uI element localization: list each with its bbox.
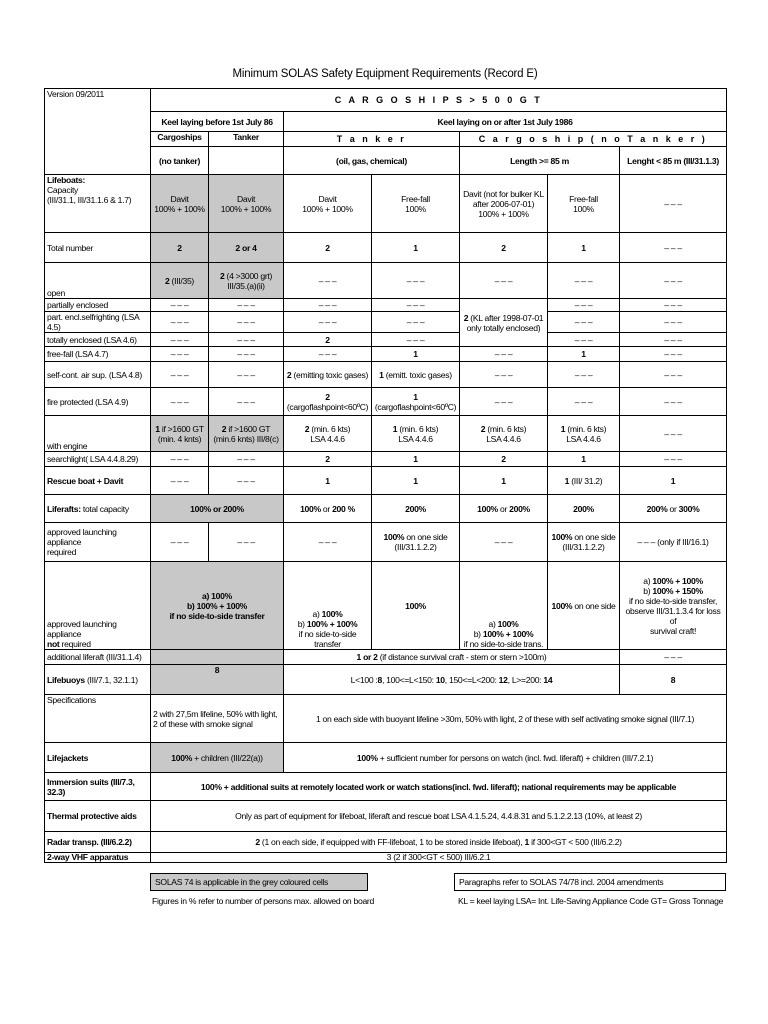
cell: 100% + children (III/22(a)) <box>151 743 284 773</box>
cell: – – – <box>620 333 727 347</box>
immersion-label: Immersion suits (III/7.3, 32.3) <box>45 773 151 801</box>
cell: – – – <box>151 388 209 416</box>
cell: – – – <box>284 347 372 362</box>
table-row <box>45 695 727 743</box>
keel-before-header: Keel laying before 1st July 86 <box>151 112 284 132</box>
cell: 3 (2 if 300<GT < 500) III/6.2.1 <box>151 853 727 863</box>
cell: 1 <box>372 233 460 263</box>
tanker-spaced-header: T a n k e r <box>284 132 460 147</box>
cell: 2 (emitting toxic gases) <box>284 362 372 388</box>
cell: Davit 100% + 100% <box>209 175 284 233</box>
cell: a) 100% b) 100% + 100% if no side-to-side transfer <box>151 562 284 650</box>
cell: 2 <box>284 452 372 467</box>
cell: 8 <box>620 665 727 695</box>
cell: 1 if >1600 GT (min. 4 knts) <box>151 416 209 452</box>
cell: 100% or 200 % <box>284 495 372 523</box>
cell: 1 <box>548 347 620 362</box>
cell: – – – <box>372 263 460 299</box>
cell: a) 100% b) 100% + 100% if no side-to-side transfer <box>284 562 372 650</box>
cell: – – – <box>620 175 727 233</box>
total-number-label: Total number <box>45 233 151 263</box>
cell: – – – <box>372 333 460 347</box>
paragraphs-note: Paragraphs refer to SOLAS 74/78 incl. 2004 amendments <box>454 873 726 891</box>
cell: – – – <box>460 347 548 362</box>
cell: 1 <box>284 467 372 495</box>
cell: 2 (min. 6 kts) LSA 4.4.6 <box>460 416 548 452</box>
cell: 8 <box>151 665 284 695</box>
cell: 1 (min. 6 kts) LSA 4.4.6 <box>548 416 620 452</box>
footnotes <box>44 863 726 913</box>
cell: – – – <box>209 347 284 362</box>
open-label: open <box>45 263 151 299</box>
cell: – – – <box>151 452 209 467</box>
table-row <box>45 263 727 299</box>
table-row <box>45 562 727 650</box>
no-tanker-header: (no tanker) <box>151 147 209 175</box>
table-row <box>45 312 727 333</box>
table-row <box>45 233 727 263</box>
searchlight-label: searchlight( LSA 4.4.8.29) <box>45 452 151 467</box>
table-row <box>45 832 727 853</box>
cell: 2 <box>460 452 548 467</box>
cell: – – – <box>548 333 620 347</box>
cell: – – – <box>284 312 372 333</box>
cell: – – – <box>548 299 620 312</box>
appliance-not-required-label: approved launching appliance not required <box>45 562 151 650</box>
cell: 1 <box>372 347 460 362</box>
cell: Davit (not for bulker KL after 2006-07-01) 100% + 100% <box>460 175 548 233</box>
document-title: Minimum SOLAS Safety Equipment Requirements (Record E) <box>232 68 538 80</box>
version-label: Version 09/2011 <box>45 89 151 175</box>
cell: – – – <box>151 362 209 388</box>
cell: – – – <box>151 333 209 347</box>
cell: Only as part of equipment for lifeboat, liferaft and rescue boat LSA 4.1.5.24, 4.4.8.31 and 5.1.2.2.13 (10%, at least 2) <box>151 801 727 832</box>
cell: Davit 100% + 100% <box>284 175 372 233</box>
specifications-label: Specifications <box>45 695 151 743</box>
cell: – – – <box>209 388 284 416</box>
cell: 2 (cargoflashpoint<60ºC) <box>284 388 372 416</box>
cell: – – – <box>372 299 460 312</box>
cell: – – – <box>620 347 727 362</box>
table-row <box>45 773 727 801</box>
part-encl-label: part. encl.selfrighting (LSA 4.5) <box>45 312 151 333</box>
cargo-ships-heading: C A R G O S H I P S > 5 0 0 G T <box>151 89 727 112</box>
cargoships-header: Cargoships <box>151 132 209 147</box>
table-row <box>45 347 727 362</box>
table-row <box>45 388 727 416</box>
cell: 100% <box>372 562 460 650</box>
cell: 2 <box>284 233 372 263</box>
cell: – – – (only if III/16.1) <box>620 523 727 562</box>
cell: – – – <box>548 388 620 416</box>
cell: a) 100% + 100% b) 100% + 150% if no side-to-side transfer, observe III/31.1.3.4 for loss of survival craft! <box>620 562 727 650</box>
cell: 1 <box>548 452 620 467</box>
cell: 2 (4 >3000 grt) III/35.(a)(ii) <box>209 263 284 299</box>
cell: 2 <box>151 233 209 263</box>
oil-gas-header: (oil, gas, chemical) <box>284 147 460 175</box>
cell: – – – <box>209 362 284 388</box>
cell: 2 if >1600 GT (min.6 knts) III/8(c) <box>209 416 284 452</box>
cell: 100% on one side <box>548 562 620 650</box>
cell: 1 (emitt. toxic gases) <box>372 362 460 388</box>
cell: – – – <box>151 523 209 562</box>
cell: – – – <box>209 523 284 562</box>
keel-after-header: Keel laying on or after 1st July 1986 <box>284 112 727 132</box>
vhf-label: 2-way VHF apparatus <box>45 853 151 863</box>
cell: – – – <box>620 650 727 665</box>
cell: – – – <box>151 467 209 495</box>
cell: 1 <box>548 233 620 263</box>
lifejackets-label: Lifejackets <box>45 743 151 773</box>
cell: 1 on each side with buoyant lifeline >30m, 50% with light, 2 of these with self activating smoke signal (III/7.1) <box>284 695 727 743</box>
cell: 1 or 2 (if distance survival craft - stem or stern >100m) <box>284 650 620 665</box>
table-row <box>45 362 727 388</box>
cell: 1 <box>460 467 548 495</box>
table-row <box>45 175 727 233</box>
length-lt-header: Lenght < 85 m (III/31.1.3) <box>620 147 727 175</box>
cell: – – – <box>548 263 620 299</box>
table-row <box>45 523 727 562</box>
cell: 1 (III/ 31.2) <box>548 467 620 495</box>
tanker-header: Tanker <box>209 132 284 147</box>
with-engine-label: with engine <box>45 416 151 452</box>
cell: Free-fall 100% <box>548 175 620 233</box>
document <box>44 67 726 913</box>
abbreviations-note: KL = keel laying LSA= Int. Life-Saving Appliance Code GT= Gross Tonnage <box>458 896 724 906</box>
cell: – – – <box>620 416 727 452</box>
cell: 100% on one side (III/31.1.2.2) <box>548 523 620 562</box>
additional-liferaft-label: additional liferaft (III/31.1.4) <box>45 650 151 665</box>
cell: 1 (cargoflashpoint<60ºC) <box>372 388 460 416</box>
cell: – – – <box>151 347 209 362</box>
table-row <box>45 743 727 773</box>
free-fall-label: free-fall (LSA 4.7) <box>45 347 151 362</box>
cell: – – – <box>620 263 727 299</box>
fire-protected-label: fire protected (LSA 4.9) <box>45 388 151 416</box>
cell: 1 (min. 6 kts) LSA 4.4.6 <box>372 416 460 452</box>
requirements-table <box>44 88 727 863</box>
table-row <box>45 89 727 112</box>
cell: 200% <box>548 495 620 523</box>
table-row <box>45 495 727 523</box>
cell: – – – <box>284 299 372 312</box>
cell: 2 or 4 <box>209 233 284 263</box>
table-row <box>45 333 727 347</box>
lifeboats-label: Lifeboats: Capacity (III/31.1, III/31.1.6 & 1.7) <box>45 175 151 233</box>
cell: – – – <box>284 523 372 562</box>
liferafts-label: Liferafts: total capacity <box>45 495 151 523</box>
cell: – – – <box>620 362 727 388</box>
cell: 100% on one side (III/31.1.2.2) <box>372 523 460 562</box>
cell: L<100 :8, 100<=L<150: 10, 150<=L<200: 12, L>=200: 14 <box>284 665 620 695</box>
cell: 2 (1 on each side, if equipped with FF-lifeboat, 1 to be stored inside lifeboat), 1 if 300<GT < 500 (III/6.2.2) <box>151 832 727 853</box>
thermal-label: Thermal protective aids <box>45 801 151 832</box>
table-row <box>45 665 727 695</box>
cell: – – – <box>372 312 460 333</box>
cell: 2 <box>460 233 548 263</box>
cell: – – – <box>548 312 620 333</box>
cell <box>151 650 284 665</box>
cell: – – – <box>209 467 284 495</box>
cell: – – – <box>548 362 620 388</box>
percent-note: Figures in % refer to number of persons max. allowed on board <box>152 896 374 906</box>
cell: – – – <box>620 233 727 263</box>
cell: – – – <box>620 312 727 333</box>
totally-enclosed-label: totally enclosed (LSA 4.6) <box>45 333 151 347</box>
cell: 200% or 300% <box>620 495 727 523</box>
cell: 100% + sufficient number for persons on watch (incl. fwd. liferaft) + children (III/7.2.1) <box>284 743 727 773</box>
cell: – – – <box>460 523 548 562</box>
cell: – – – <box>209 333 284 347</box>
cell: 100% or 200% <box>151 495 284 523</box>
cell: – – – <box>151 299 209 312</box>
length-ge-header: Length >= 85 m <box>460 147 620 175</box>
cell: 200% <box>372 495 460 523</box>
lifebuoys-label: Lifebuoys (III/7.1, 32.1.1) <box>45 665 151 695</box>
cargoship-spaced-header: C a r g o s h i p ( n o T a n k e r ) <box>460 132 727 147</box>
tanker-blank <box>209 147 284 175</box>
cell: – – – <box>209 312 284 333</box>
cell: a) 100% b) 100% + 100% if no side-to-side trans. <box>460 562 548 650</box>
cell: – – – <box>620 452 727 467</box>
table-row <box>45 416 727 452</box>
cell: Free-fall 100% <box>372 175 460 233</box>
cell: – – – <box>460 263 548 299</box>
cell: – – – <box>460 388 548 416</box>
cell: 2 <box>284 333 372 347</box>
cell: – – – <box>284 263 372 299</box>
cell: – – – <box>620 299 727 312</box>
table-row <box>45 801 727 832</box>
cell: 2 (III/35) <box>151 263 209 299</box>
grey-cells-note: SOLAS 74 is applicable in the grey coloured cells <box>150 873 368 891</box>
rescue-boat-label: Rescue boat + Davit <box>45 467 151 495</box>
cell: Davit 100% + 100% <box>151 175 209 233</box>
table-row <box>45 650 727 665</box>
cell: 100% or 200% <box>460 495 548 523</box>
cell: – – – <box>620 388 727 416</box>
table-row <box>45 467 727 495</box>
table-row <box>45 299 727 312</box>
cell: 1 <box>372 452 460 467</box>
table-row <box>45 853 727 863</box>
cell: 100% + additional suits at remotely located work or watch stations(incl. fwd. liferaft); national requirements may be applicable <box>151 773 727 801</box>
appliance-required-label: approved launching appliance required <box>45 523 151 562</box>
partially-enclosed-label: partially enclosed <box>45 299 151 312</box>
cell: – – – <box>151 312 209 333</box>
self-cont-label: self-cont. air sup. (LSA 4.8) <box>45 362 151 388</box>
cell: – – – <box>209 452 284 467</box>
cell: 1 <box>620 467 727 495</box>
table-row <box>45 452 727 467</box>
cell: 2 (KL after 1998-07-01 only totally enclosed) <box>460 299 548 347</box>
cell: – – – <box>209 299 284 312</box>
cell: – – – <box>460 362 548 388</box>
cell: 2 with 27,5m lifeline, 50% with light, 2 of these with smoke signal <box>151 695 284 743</box>
radar-label: Radar transp. (III/6.2.2) <box>45 832 151 853</box>
cell: 2 (min. 6 kts) LSA 4.4.6 <box>284 416 372 452</box>
cell: 1 <box>372 467 460 495</box>
